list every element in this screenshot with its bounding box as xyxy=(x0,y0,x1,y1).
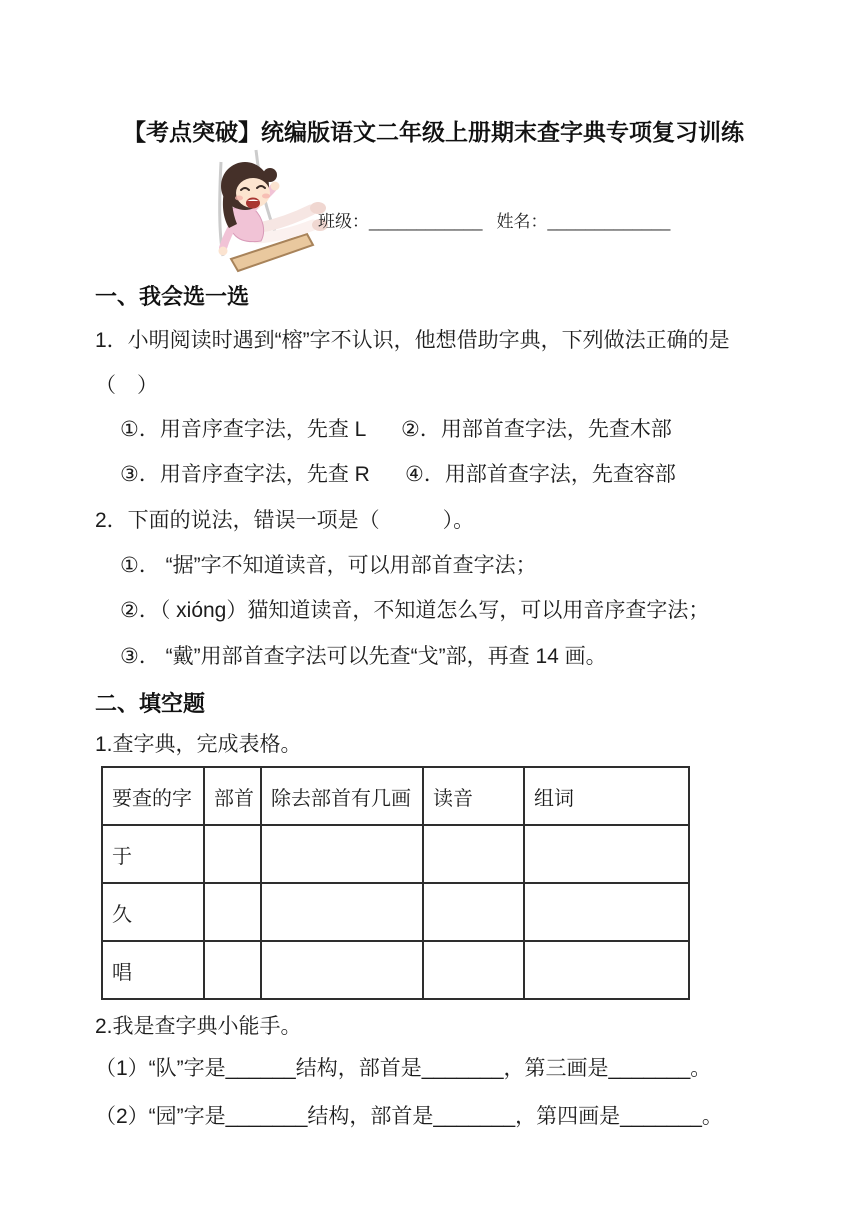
girl-hair-puff-icon xyxy=(263,168,277,182)
empty-cell xyxy=(524,883,689,941)
q2-option-2: ②．（ xióng）猫知道读音，不知道怎么写，可以用音序查字法； xyxy=(120,599,710,622)
q1-option-3: ③．用音序查字法，先查 R xyxy=(120,463,370,486)
empty-cell xyxy=(261,825,423,883)
table-row xyxy=(102,883,689,941)
class-label: 班级： xyxy=(318,212,369,231)
row-char: 唱 xyxy=(102,941,204,999)
q1-stem: 1．小明阅读时遇到“榕”字不认识，他想借助字典，下列做法正确的是 xyxy=(95,329,730,352)
page-title: 【考点突破】统编版语文二年级上册期末查字典专项复习训练 xyxy=(123,119,744,145)
header-strokes: 除去部首有几画 xyxy=(261,767,423,825)
q2-stem: 2．下面的说法，错误一项是（ ）。 xyxy=(95,509,475,532)
girl-blush-icon xyxy=(235,196,243,201)
q1-option-2: ②．用部首查字法，先查木部 xyxy=(401,418,672,441)
student-info-line xyxy=(318,207,670,232)
name-blank-field: _____________ xyxy=(547,212,671,231)
header-word: 组词 xyxy=(524,767,689,825)
table-row xyxy=(102,825,689,883)
dictionary-expert-label: 2.我是查字典小能手。 xyxy=(95,1015,302,1038)
q2-option-3: ③． “戴”用部首查字法可以先查“戈”部，再查 14 画。 xyxy=(120,645,607,668)
empty-cell xyxy=(261,941,423,999)
section-two-heading: 二、填空题 xyxy=(95,691,206,716)
table-row xyxy=(102,941,689,999)
empty-cell xyxy=(423,883,524,941)
name-label: 姓名： xyxy=(496,212,548,231)
q2-option-1: ①． “据”字不知道读音，可以用部首查字法； xyxy=(120,554,537,577)
section-one-heading: 一、我会选一选 xyxy=(95,284,250,309)
table-header-row xyxy=(102,767,689,825)
q1-option-4: ④．用部首查字法，先查容部 xyxy=(405,463,676,486)
empty-cell xyxy=(261,883,423,941)
fill-blank-item-1: （1）“队”字是______结构，部首是_______，第三画是_______。 xyxy=(95,1057,712,1080)
empty-cell xyxy=(204,825,261,883)
q1-answer-paren: （ ） xyxy=(95,374,158,397)
girl-mouth-icon xyxy=(246,198,260,209)
empty-cell xyxy=(204,941,261,999)
header-pronunciation: 读音 xyxy=(423,767,524,825)
empty-cell xyxy=(524,825,689,883)
fill-blank-item-2: （2）“园”字是_______结构，部首是_______，第四画是_______。 xyxy=(95,1105,723,1128)
q1-options-row-2 xyxy=(120,461,676,488)
girl-hand-icon xyxy=(219,247,228,256)
row-char: 于 xyxy=(102,825,204,883)
empty-cell xyxy=(204,883,261,941)
q1-option-1: ①．用音序查字法，先查 L xyxy=(120,418,367,441)
dictionary-lookup-table xyxy=(101,766,690,1000)
class-blank-field: ____________ xyxy=(369,212,483,231)
girl-blush-icon xyxy=(262,194,270,199)
header-char: 要查的字 xyxy=(102,767,204,825)
q1-options-row-1 xyxy=(120,416,672,443)
header-radical: 部首 xyxy=(204,767,261,825)
empty-cell xyxy=(524,941,689,999)
row-char: 久 xyxy=(102,883,204,941)
empty-cell xyxy=(423,941,524,999)
girl-hand-icon xyxy=(271,182,280,191)
empty-cell xyxy=(423,825,524,883)
fill-table-instruction: 1.查字典，完成表格。 xyxy=(95,733,302,756)
